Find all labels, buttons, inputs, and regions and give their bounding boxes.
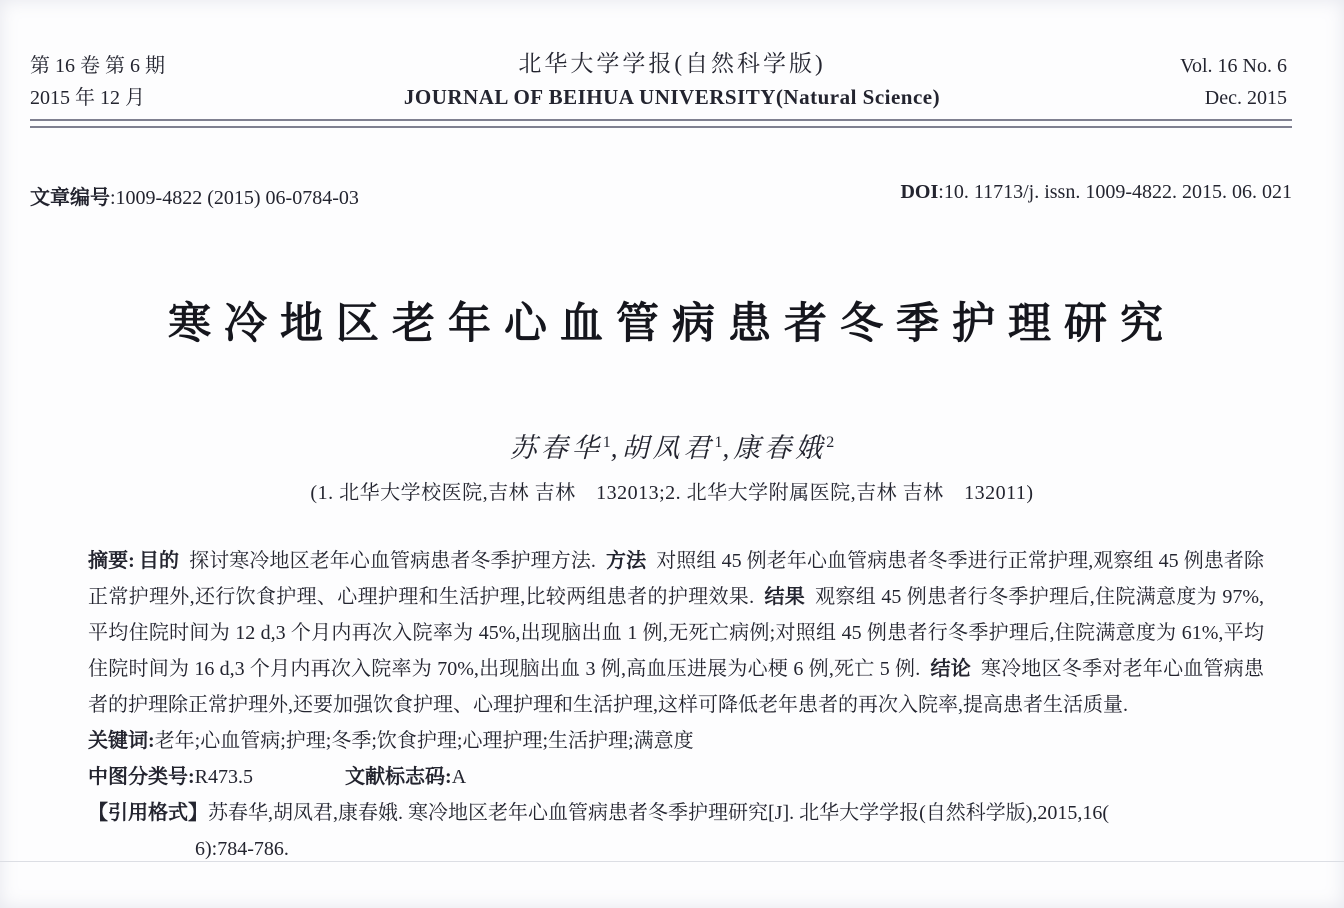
journal-vol-issue-en: Vol. 16 No. 6 [1180,55,1287,77]
header-right-block [1180,50,1287,114]
author-affiliation-superscript: 2 [826,434,835,451]
abstract-methods-text: 对照组 45 例老年心血管病患者冬季进行正常护理,观察组 45 例患者除正常护理外,还行饮食护理、心理护理和生活护理,比较两组患者的护理效果. [88,550,1265,608]
keywords-label: 关键词: [88,730,155,752]
doi-label: DOI [900,181,939,203]
citation-label: 【引用格式】 [88,802,208,824]
journal-name-en: JOURNAL OF BEIHUA UNIVERSITY(Natural Science) [403,85,941,109]
section-head-results: 结果 [764,586,806,608]
section-head-objective: 目的 [138,550,180,572]
classification-line [88,759,1264,795]
journal-name-cn: 北华大学学报(自然科学版) [518,51,826,76]
author-separator: , [610,433,622,463]
article-number-label: 文章编号 [30,187,110,209]
affiliation-line: (1. 北华大学校医院,吉林 吉林 132013;2. 北华大学附属医院,吉林 吉林 132011) [310,482,1034,504]
citation-text-2: 6):784-786. [195,838,289,860]
abstract-objective-text: 探讨寒冷地区老年心血管病患者冬季护理方法. [189,550,596,572]
journal-date-en: Dec. 2015 [1204,87,1287,109]
keywords-text: 老年;心血管病;护理;冬季;饮食护理;心理护理;生活护理;满意度 [154,730,694,752]
paper-title: 寒冷地区老年心血管病患者冬季护理研究 [168,300,1176,348]
doi-value: :10. 11713/j. issn. 1009-4822. 2015. 06. 021 [938,181,1292,203]
clc-value: R473.5 [194,766,254,788]
author-affiliation-superscript: 1 [602,434,611,451]
author-affiliation-superscript: 1 [714,434,723,451]
author-name: 康春娥 [733,433,827,463]
section-head-methods: 方法 [605,550,647,572]
citation-text-1: 苏春华,胡凤君,康春娥. 寒冷地区老年心血管病患者冬季护理研究[J]. 北华大学学报(自然科学版),2015,16( [208,802,1110,824]
abstract-label: 摘要: [88,550,135,572]
author-name: 苏春华 [509,433,603,463]
doc-code-value: A [451,766,467,788]
abstract-conclusion-text: 寒冷地区冬季对老年心血管病患者的护理除正常护理外,还要加强饮食护理、心理护理和生活护理,这样可降低老年患者的再次入院率,提高患者生活质量. [88,658,1265,716]
article-number [30,181,359,210]
article-number-value: :1009-4822 (2015) 06-0784-03 [110,187,359,209]
authors-line [0,426,1344,465]
meta-row [30,181,1292,210]
journal-vol-issue-cn: 第 16 卷 第 6 期 [30,55,165,77]
author-name: 胡凤君 [621,433,715,463]
abstract-paragraph [88,543,1264,723]
journal-date-cn: 2015 年 12 月 [30,87,145,109]
abstract-results-text: 观察组 45 例患者行冬季护理后,住院满意度为 97%,平均住院时间为 12 d,3 个月内再次入院率为 45%,出现脑出血 1 例,无死亡病例;对照组 45 例患者行冬季护理后,住院满意度为 61%,平均住院时间为 16 d,3 个月内再次入院率为 70%,出现脑出血 3 例,高血压进展为心梗 6 例,死亡 5 例. [88,586,1264,680]
doi [900,181,1292,210]
keywords-line [88,723,1264,759]
author-separator: , [722,433,734,463]
header-double-rule [30,119,1292,128]
scan-artifact-line [0,861,1344,862]
front-matter-block [88,543,1264,867]
doc-code-label: 文献标志码: [345,766,452,788]
clc-label: 中图分类号: [88,766,195,788]
header-center-block [0,48,1344,114]
section-head-conclusion: 结论 [930,658,971,680]
citation-line-1 [88,795,1264,831]
